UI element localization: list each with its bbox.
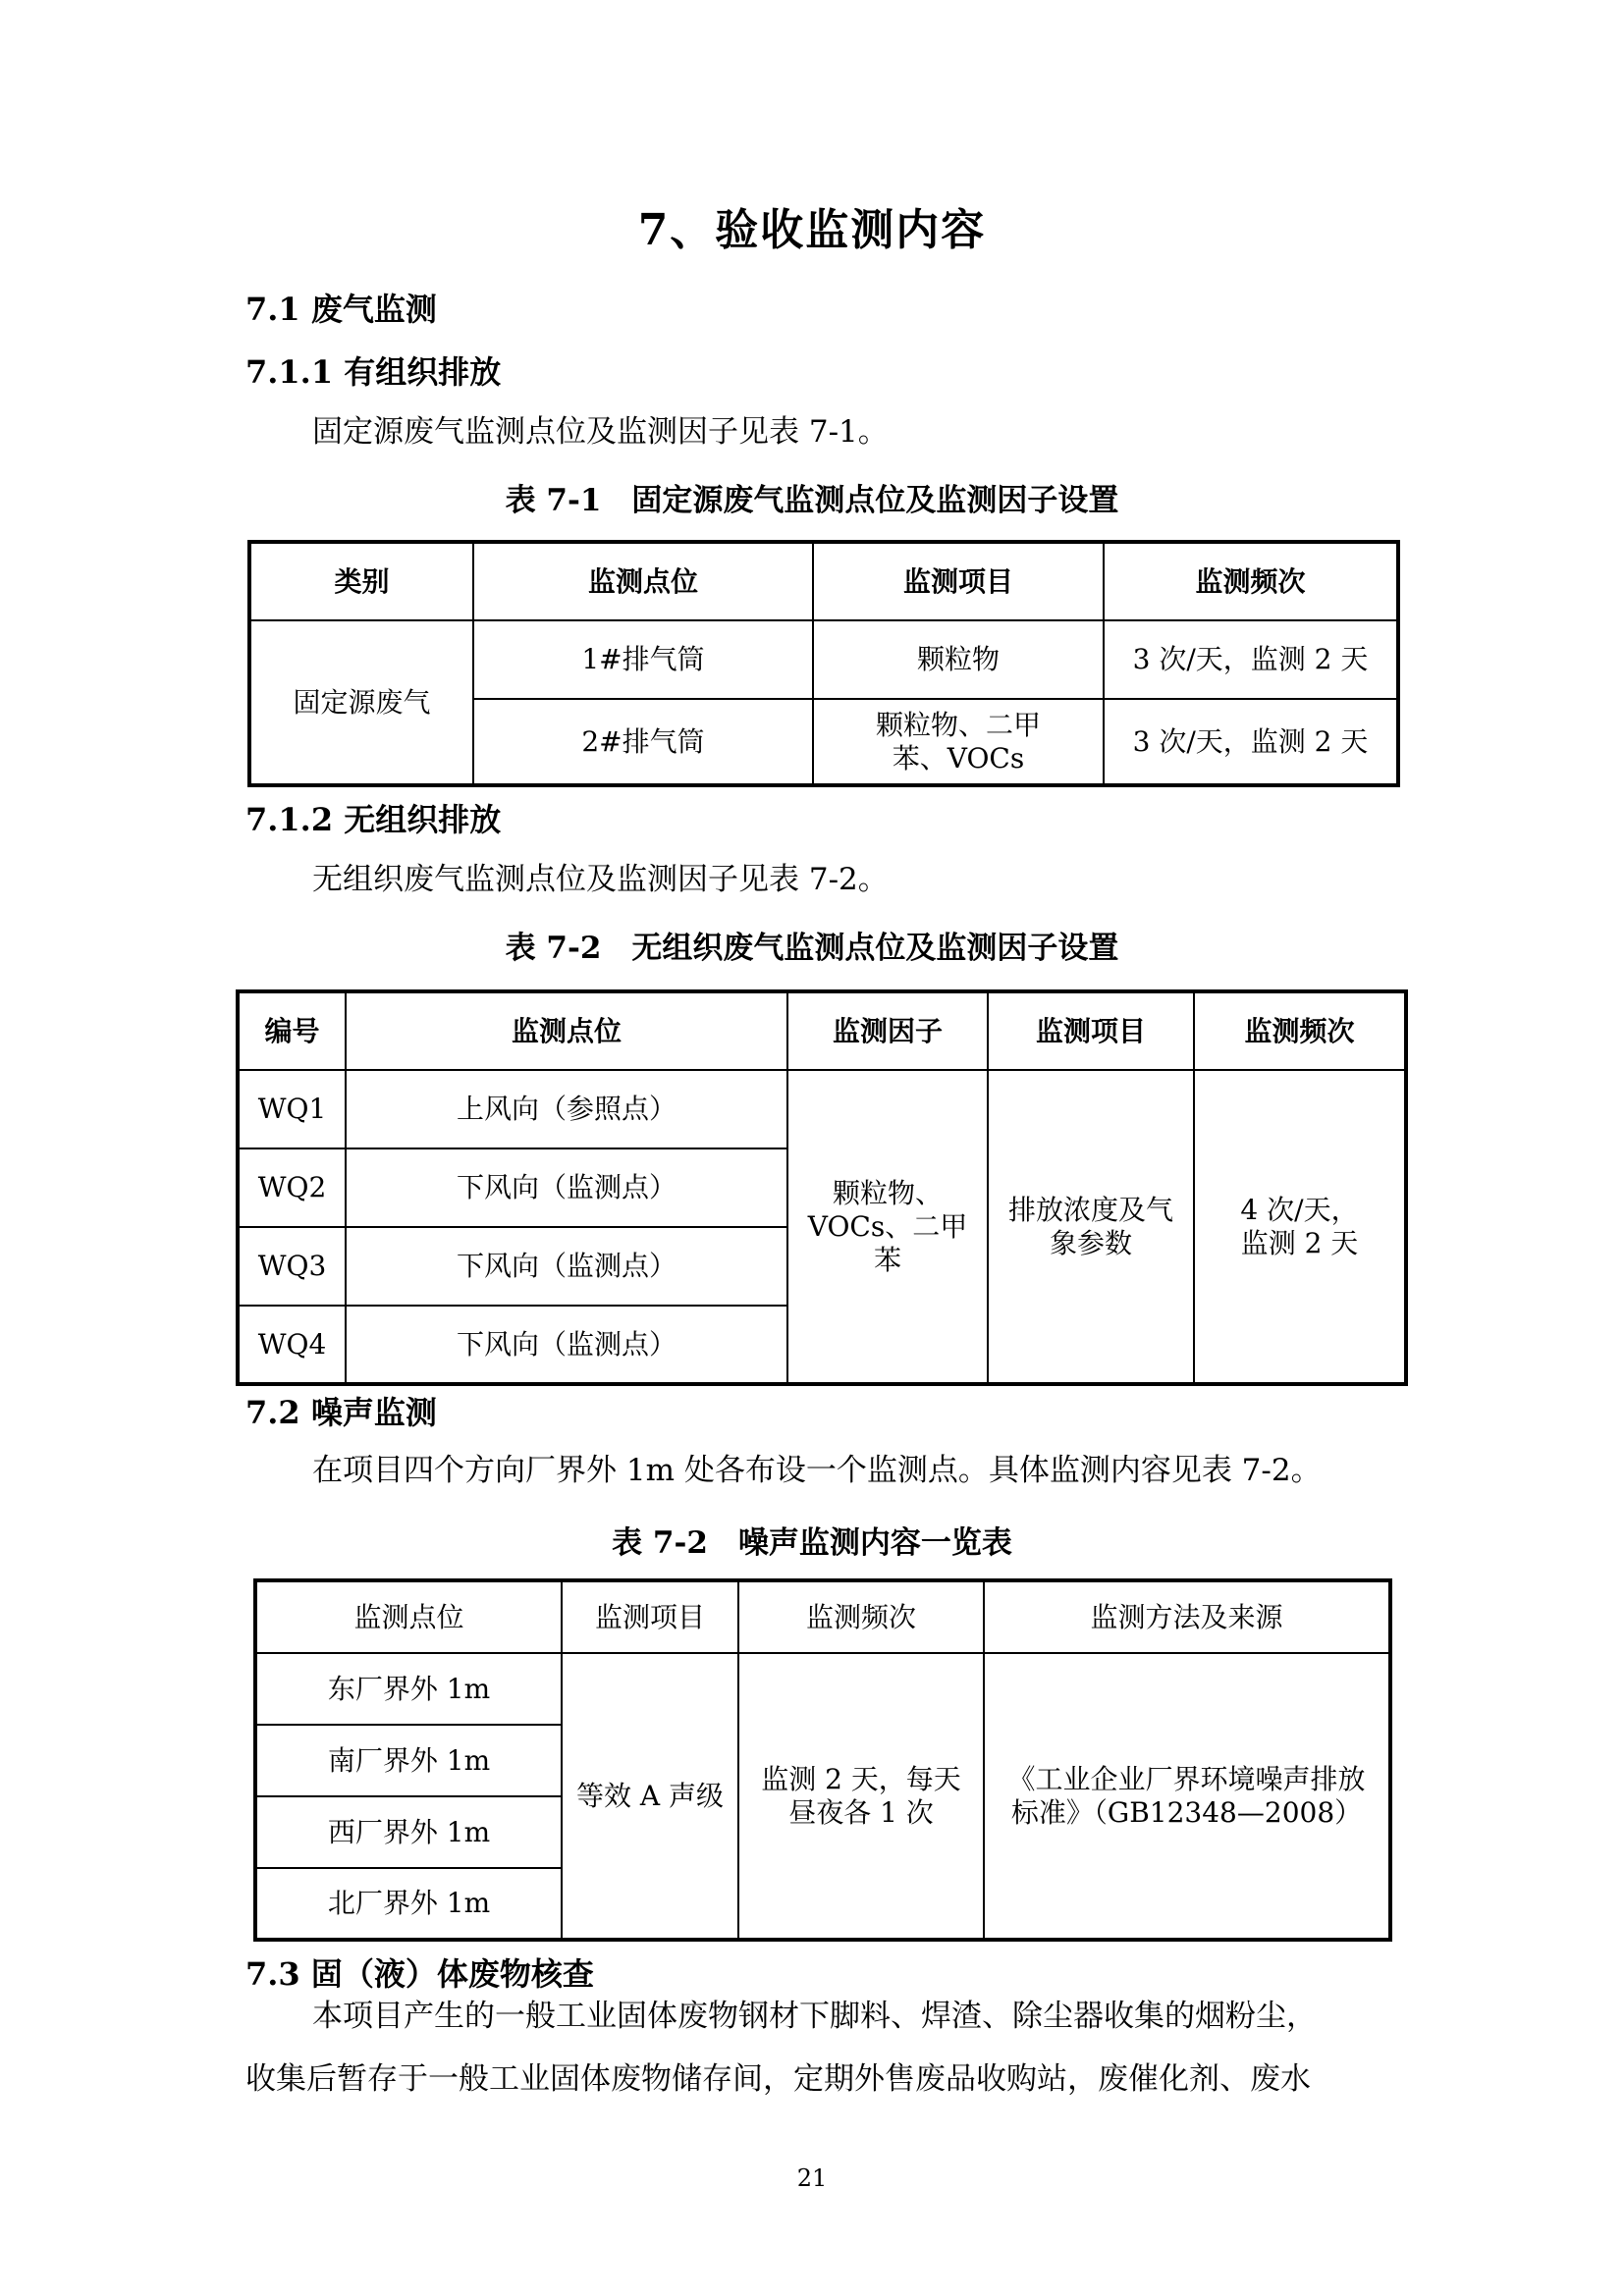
- table-header-cell: 监测项目: [562, 1580, 738, 1653]
- item-cell: 等效 A 声级: [562, 1653, 738, 1940]
- table-cell: 北厂界外 1m: [255, 1868, 562, 1940]
- table-cell: 2#排气筒: [473, 699, 813, 785]
- table-7-2-noise-caption: 表 7-2 噪声监测内容一览表: [612, 1525, 1012, 1561]
- table-cell: 颗粒物、二甲苯、VOCs: [813, 699, 1104, 785]
- table-cell: WQ1: [238, 1070, 346, 1148]
- table-cell: WQ2: [238, 1148, 346, 1227]
- table-cell: 上风向（参照点）: [346, 1070, 787, 1148]
- table-cell: 3 次/天，监测 2 天: [1104, 620, 1398, 699]
- paragraph-7-3-line-2: 收集后暂存于一般工业固体废物储存间，定期外售废品收购站，废催化剂、废水: [245, 2061, 1311, 2097]
- table-7-1-caption: 表 7-1 固定源废气监测点位及监测因子设置: [505, 483, 1119, 518]
- table-header-cell: 监测点位: [255, 1580, 562, 1653]
- paragraph-7-2: 在项目四个方向厂界外 1m 处各布设一个监测点。具体监测内容见表 7-2。: [312, 1453, 1322, 1488]
- paragraph-7-1-2: 无组织废气监测点位及监测因子见表 7-2。: [312, 862, 889, 897]
- section-7-1-1-heading: 7.1.1 有组织排放: [245, 353, 502, 391]
- section-7-1-heading: 7.1 废气监测: [245, 291, 437, 328]
- table-header-cell: 监测频次: [1194, 991, 1406, 1070]
- table-header-cell: 监测项目: [988, 991, 1194, 1070]
- table-cell: 下风向（监测点）: [346, 1227, 787, 1306]
- table-header-cell: 监测频次: [1104, 542, 1398, 620]
- section-7-2-heading: 7.2 噪声监测: [245, 1394, 437, 1431]
- table-header-cell: 监测因子: [787, 991, 988, 1070]
- table-cell: 东厂界外 1m: [255, 1653, 562, 1725]
- category-cell: 固定源废气: [249, 620, 473, 785]
- frequency-cell: 4 次/天，监测 2 天: [1194, 1070, 1406, 1384]
- item-cell: 排放浓度及气象参数: [988, 1070, 1194, 1384]
- table-cell: 下风向（监测点）: [346, 1148, 787, 1227]
- paragraph-7-3-line-1: 本项目产生的一般工业固体废物钢材下脚料、焊渣、除尘器收集的烟粉尘，: [312, 1999, 1317, 2034]
- table-cell: 南厂界外 1m: [255, 1725, 562, 1796]
- table-7-1: [247, 540, 1400, 787]
- table-cell: 3 次/天，监测 2 天: [1104, 699, 1398, 785]
- noise-table: [253, 1578, 1392, 1942]
- table-cell: 1#排气筒: [473, 620, 813, 699]
- frequency-cell: 监测 2 天，每天昼夜各 1 次: [738, 1653, 984, 1940]
- table-cell: 颗粒物: [813, 620, 1104, 699]
- table-header-cell: 监测点位: [473, 542, 813, 620]
- table-cell: WQ4: [238, 1306, 346, 1384]
- page-title: 7、验收监测内容: [637, 205, 987, 255]
- factor-cell: 颗粒物、VOCs、二甲苯: [787, 1070, 988, 1384]
- section-7-1-2-heading: 7.1.2 无组织排放: [245, 801, 502, 838]
- table-7-2: [236, 989, 1408, 1386]
- table-row: [238, 1070, 1406, 1148]
- table-header-cell: 监测频次: [738, 1580, 984, 1653]
- table-row: [249, 620, 1398, 699]
- table-cell: 西厂界外 1m: [255, 1796, 562, 1868]
- paragraph-7-1-1: 固定源废气监测点位及监测因子见表 7-1。: [312, 414, 889, 450]
- page-number: 21: [796, 2164, 828, 2192]
- table-header-cell: 监测项目: [813, 542, 1104, 620]
- table-cell: WQ3: [238, 1227, 346, 1306]
- method-cell: 《工业企业厂界环境噪声排放标准》（GB12348—2008）: [984, 1653, 1390, 1940]
- table-header-cell: 监测点位: [346, 991, 787, 1070]
- table-header-cell: 类别: [249, 542, 473, 620]
- table-7-2-caption: 表 7-2 无组织废气监测点位及监测因子设置: [505, 931, 1119, 966]
- table-header-cell: 编号: [238, 991, 346, 1070]
- table-row: [255, 1653, 1390, 1725]
- table-header-cell: 监测方法及来源: [984, 1580, 1390, 1653]
- section-7-3-heading: 7.3 固（液）体废物核查: [245, 1955, 594, 1993]
- table-cell: 下风向（监测点）: [346, 1306, 787, 1384]
